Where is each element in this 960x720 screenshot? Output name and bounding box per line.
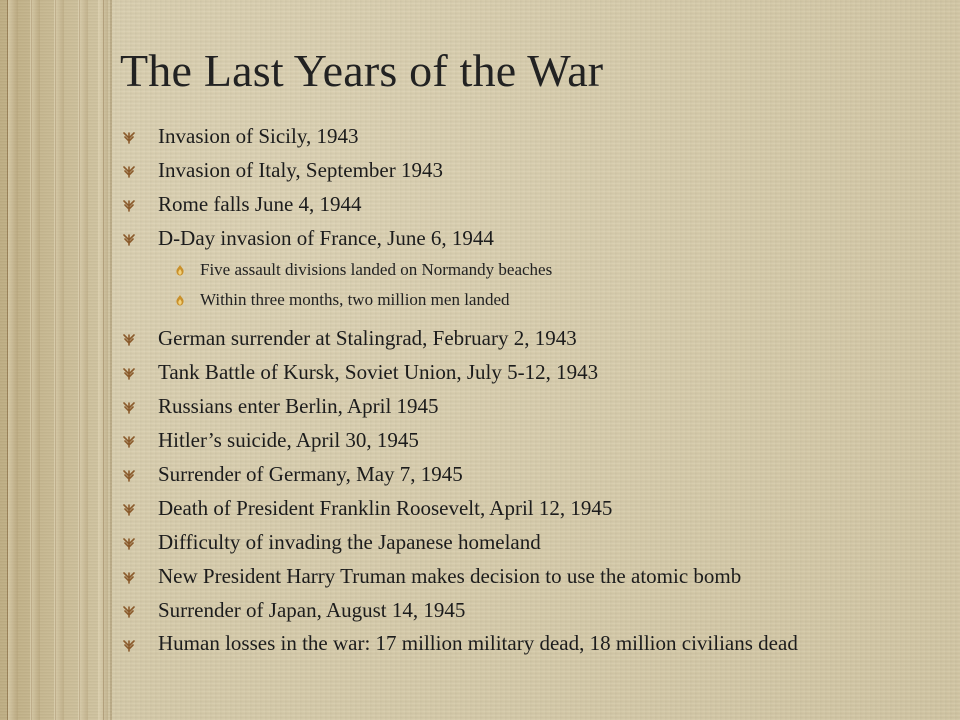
bullet-item	[122, 564, 922, 589]
bullet-item	[122, 428, 922, 453]
bullet-item	[122, 598, 922, 623]
slide-title: The Last Years of the War	[120, 45, 604, 96]
bullet-text: Rome falls June 4, 1944	[158, 192, 362, 216]
sub-bullet-text: Five assault divisions landed on Normandy beaches	[200, 260, 553, 279]
bullet-item	[122, 192, 922, 217]
grass-tuft-bullet-icon	[122, 400, 136, 414]
bullet-item	[122, 124, 922, 149]
bullet-text: Invasion of Sicily, 1943	[158, 124, 359, 148]
grass-tuft-bullet-icon	[122, 570, 136, 584]
grass-tuft-bullet-icon	[122, 198, 136, 212]
bullet-text: D-Day invasion of France, June 6, 1944	[158, 226, 494, 250]
bullet-text: Invasion of Italy, September 1943	[158, 158, 443, 182]
bullet-item	[122, 496, 922, 521]
bullet-item	[122, 226, 922, 251]
bullet-text: Surrender of Germany, May 7, 1945	[158, 462, 463, 486]
grass-tuft-bullet-icon	[122, 164, 136, 178]
band-stripe	[54, 0, 64, 720]
grass-tuft-bullet-icon	[122, 434, 136, 448]
decorative-left-band	[0, 0, 112, 720]
grass-tuft-bullet-icon	[122, 332, 136, 346]
sub-bullet-item	[122, 290, 922, 310]
flame-bullet-icon	[174, 264, 186, 276]
bullet-text: Difficulty of invading the Japanese homeland	[158, 530, 541, 554]
bullet-text: Russians enter Berlin, April 1945	[158, 394, 439, 418]
grass-tuft-bullet-icon	[122, 638, 136, 652]
bullet-text: Human losses in the war: 17 million military dead, 18 million civilians dead	[158, 631, 798, 655]
sub-bullet-text: Within three months, two million men landed	[200, 290, 510, 309]
bullet-item	[122, 158, 922, 183]
flame-bullet-icon	[174, 294, 186, 306]
bullet-item	[122, 462, 922, 487]
bullet-item	[122, 632, 922, 654]
grass-tuft-bullet-icon	[122, 502, 136, 516]
band-stripe	[30, 0, 40, 720]
bullet-text: Hitler’s suicide, April 30, 1945	[158, 428, 419, 452]
bullet-text: Death of President Franklin Roosevelt, April 12, 1945	[158, 496, 613, 520]
band-stripe	[98, 0, 108, 720]
grass-tuft-bullet-icon	[122, 130, 136, 144]
band-stripe	[78, 0, 88, 720]
band-stripe	[8, 0, 18, 720]
grass-tuft-bullet-icon	[122, 604, 136, 618]
bullet-text: Surrender of Japan, August 14, 1945	[158, 598, 466, 622]
bullet-list	[122, 124, 922, 663]
grass-tuft-bullet-icon	[122, 366, 136, 380]
bullet-item	[122, 326, 922, 351]
bullet-item	[122, 394, 922, 419]
grass-tuft-bullet-icon	[122, 536, 136, 550]
grass-tuft-bullet-icon	[122, 468, 136, 482]
bullet-item	[122, 530, 922, 555]
sub-bullet-item	[122, 260, 922, 280]
bullet-text: New President Harry Truman makes decision to use the atomic bomb	[158, 564, 742, 588]
grass-tuft-bullet-icon	[122, 232, 136, 246]
bullet-item	[122, 360, 922, 385]
bullet-text: German surrender at Stalingrad, February 2, 1943	[158, 326, 577, 350]
bullet-text: Tank Battle of Kursk, Soviet Union, July 5-12, 1943	[158, 360, 599, 384]
